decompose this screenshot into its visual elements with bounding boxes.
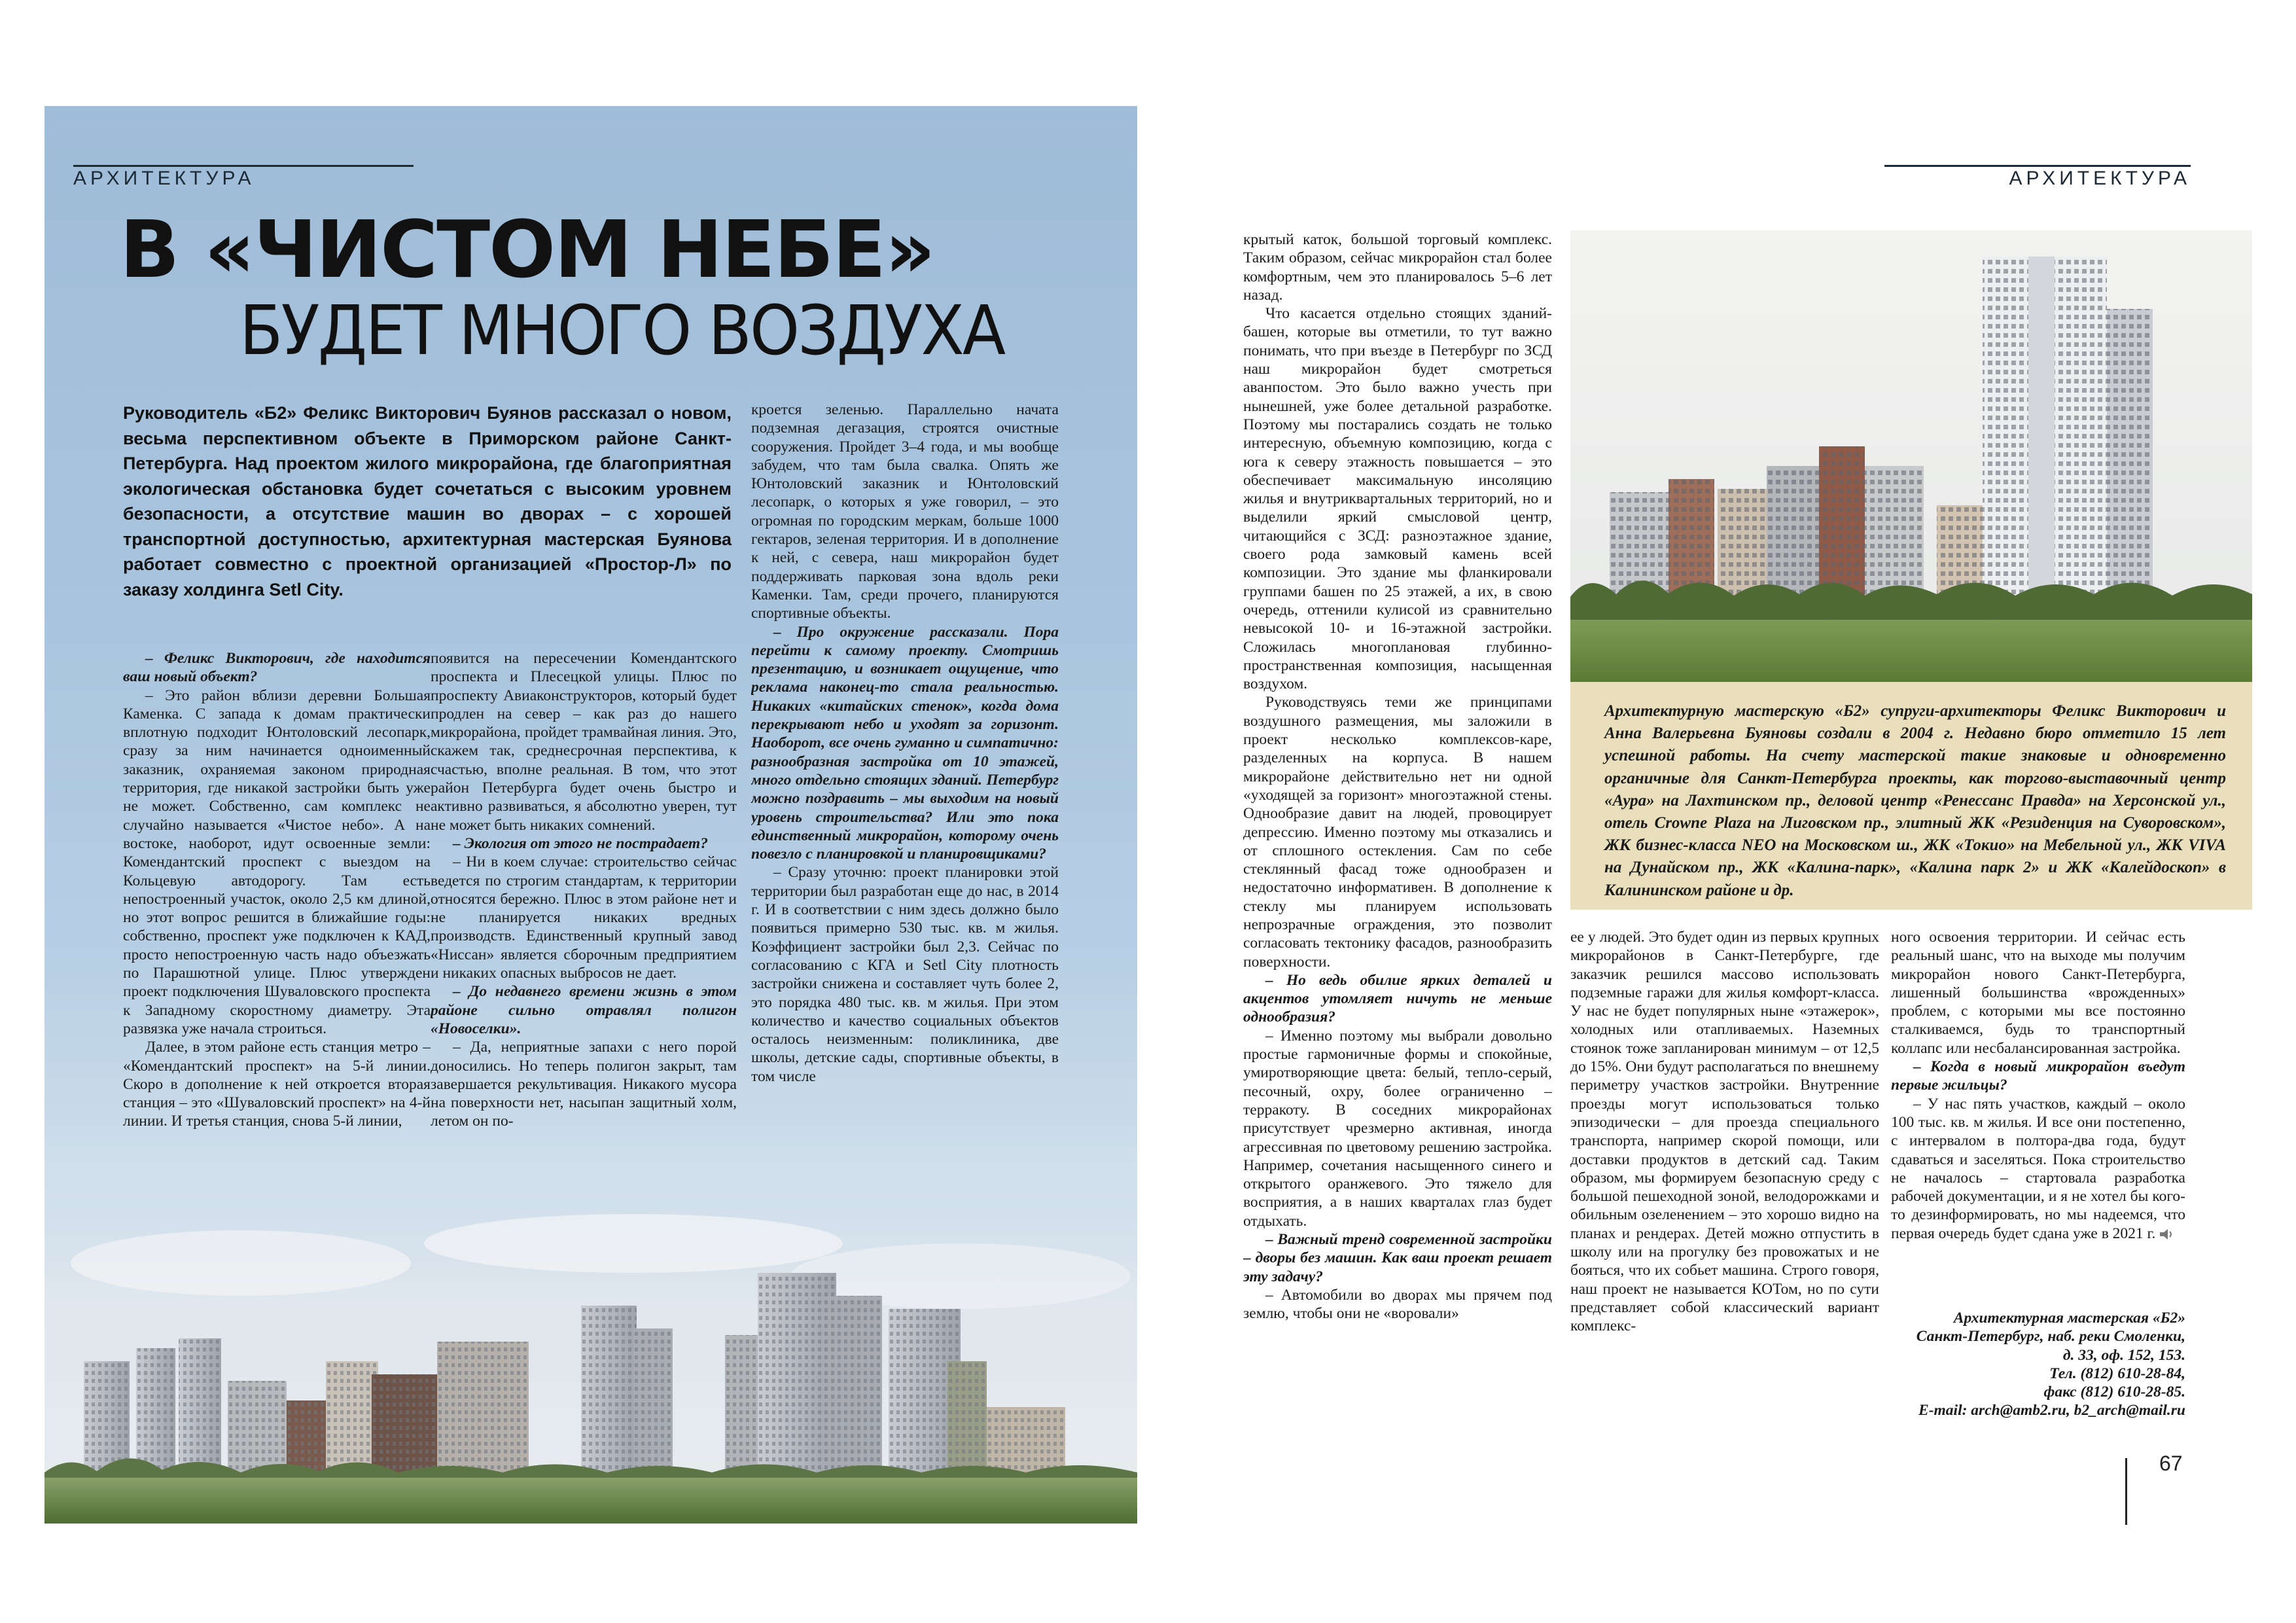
interview-question: – Про окружение рассказали. Пора перейти к самому проекту. Смотришь презентацию, и возникает ощущение, что реклама наконец-то стала реальностью. Никаких «китайских стенок», когда дома перекрывают небо и уходят за горизонт. Наоборот, все очень гуманно и симпатично: разнообразная застройка от 10 этажей, много отдельно стоящих зданий. Петербург можно поздравить – мы выходим на новый уровень строительства? Или это пока единственный микрорайон, которому очень повезло с планировкой и планировщиками?: [751, 623, 1059, 863]
article-end-icon: [2159, 1228, 2174, 1240]
contact-line: Архитектурная мастерская «Б2»: [1953, 1310, 2185, 1327]
interview-question: – Но ведь обилие ярких деталей и акцентов утомляет ничуть не меньше однообразия?: [1243, 971, 1552, 1026]
contact-line: факс (812) 610-28-85.: [2043, 1383, 2185, 1401]
interview-paragraph: Далее, в этом районе есть станция метро – «Комендантский проспект» на 5-й линии. Скоро в дополнение к ней откроется вторая станция – это «Шуваловский проспект» на 4-й линии. И третья станция, снова 5-й линии,: [123, 1039, 431, 1130]
page-number-rule: [2125, 1458, 2127, 1525]
interview-paragraph: ее у людей. Это будет один из первых крупных микрорайонов в Санкт-Петербурге, где заказчик решился массово использовать подземные гаражи для жилья комфорт-класса. У нас не будет популярных ныне «этажерок», холодных или отапливаемых. Наземных стоянок тоже запланирован минимум – от 12,5 до 15%. Они будут располагаться по внешнему периметру участков застройки. Внутренние проезды могут использоваться только эпизодически – для проезда специального транспорта, например скорой помощи, или доставки продуктов в детский сад. Таким образом, мы формируем безопасную среду с большой пешеходной зоной, велодорожками и обильным озеленением – это хорошо видно на планах и рендерах. Детей можно отпустить в школу или на прогулку без провожатых и не бояться, что их собьет машина. Строго говоря, наш проект не называется КОТом, но по сути представляет собой классический вариант комплекс-: [1570, 929, 1879, 1335]
rubric-rule-left: [73, 165, 414, 167]
section-rubric-left: АРХИТЕКТУРА: [73, 168, 255, 189]
interview-question: – Феликс Викторович, где находится ваш новый объект?: [123, 650, 431, 686]
interview-paragraph: – Автомобили во дворах мы прячем под землю, чтобы они не «воровали»: [1243, 1286, 1552, 1323]
bureau-contacts: [1891, 1309, 2185, 1420]
interview-paragraph: ного освоения территории. И сейчас есть реальный шанс, что на выходе мы получим микрорайон нового Санкт-Петербурга, лишенный большинства «врожденных» проблем, с которыми мы все постоянно сталкиваемся, будь то транспортный коллапс или несбалансированная застройка.: [1891, 929, 2185, 1057]
contact-line: E-mail: arch@amb2.ru, b2_arch@mail.ru: [1918, 1402, 2185, 1419]
microdistrict-rendering-photo: [44, 1165, 1137, 1524]
article-lead: Руководитель «Б2» Феликс Викторович Буянов рассказал о новом, весьма перспективном объекте в Приморском районе Санкт-Петербурга. Над проектом жилого микрорайона, где благоприятная экологическая обстановка будет сочетаться с высоким уровнем безопасности, а отсутствие машин во дворах – с хорошей транспортной доступностью, архитектурная мастерская Буянова работает совместно с проектной организацией «Простор-Л» по заказу холдинга Setl City.: [123, 403, 732, 599]
interview-question: – До недавнего времени жизнь в этом районе сильно отравлял полигон «Новоселки».: [431, 983, 737, 1037]
interview-paragraph: – Именно поэтому мы выбрали довольно простые гармоничные формы и спокойные, умиротворяющие цвета: белый, тепло-серый, песочный, охру, более ограниченно – терракоту. В соседних микрорайонах присутствует чрезмерно активная, иногда агрессивная по цветовому решению застройка. Например, сочетания насыщенного синего и открытого оранжевого. Это тяжело для восприятия, а в наших кварталах глаз будет отдыхать.: [1243, 1027, 1552, 1230]
contact-line: Тел. (812) 610-28-84,: [2049, 1364, 2185, 1382]
interview-paragraph: Что касается отдельно стоящих зданий-башен, которые вы отметили, то тут важно понимать, что при въезде в Петербург по ЗСД наш микрорайон будет смотреться аванпостом. Это было важно учесть при нынешней, уже более детальной разработке. Поэтому мы постарались создать не только интересную, объемную композицию, когда с юга к северу этажность повышается – это обеспечивает максимальную инсоляцию жилья и внутриквартальных территорий, но и выделили яркий смысловой центр, читающийся с ЗСД: разноэтажное здание, своего рода замковый камень всей композиции. Это здание мы фланкировали группами башен по 25 этажей, а их, в свою очередь, оттенили кулисой из сравнительно невысокой 10- и 16-этажной застройки. Сложилась многоплановая глубинно-пространственная композиция, насыщенная воздухом.: [1243, 305, 1552, 693]
interview-question: – Важный тренд современной застройки – дворы без машин. Как ваш проект решает эту задачу?: [1243, 1231, 1552, 1285]
article-column-1: [123, 649, 431, 1183]
page-number: 67: [2159, 1452, 2183, 1475]
article-title-line-2: БУДЕТ МНОГО ВОЗДУХА: [239, 291, 1004, 370]
article-column-2: [431, 649, 737, 1183]
interview-question: – Когда в новый микрорайон въедут первые жильцы?: [1891, 1058, 2185, 1094]
article-title-line-1: В «ЧИСТОМ НЕБЕ»: [120, 205, 934, 296]
interview-paragraph: появится на пересечении Комендантского проспекта и Плесецкой улицы. Плюс по проспекту Авиаконструкторов, который будет продлен на север – как раз до нашего микрорайона, пройдет трамвайная линия. Это, скажем так, среднесрочная перспектива, к счастью, вполне реальная. В том, что этот район Петербурга будет очень быстро и активно развиваться, я абсолютно уверен, тут не может быть никаких сомнений.: [431, 650, 737, 834]
section-rubric-right: АРХИТЕКТУРА: [2009, 168, 2191, 189]
interview-paragraph: – У нас пять участков, каждый – около 100 тыс. кв. м жилья. И все они постепенно, с интервалом в полтора-два года, будут сдаваться и заселяться. Пока строительство не началось – стартовала разработка рабочей документации, и я не хотел бы кого-то дезинформировать, но мы надеемся, что первая очередь будет сдана уже в 2021 г.: [1891, 1095, 2185, 1242]
interview-paragraph: кроется зеленью. Параллельно начата подземная дегазация, строятся очистные сооружения. Пройдет 3–4 года, и мы вообще забудем, что там была свалка. Опять же Юнтоловский заказник и Юнтоловский лесопарк, о которых я уже говорил, – это огромная по городским меркам, больше 1000 гектаров, зеленая территория. И в дополнение к ней, с севера, наш микрорайон будет поддерживать парковая зона вдоль реки Каменки. Там, среди прочего, планируются спортивные объекты.: [751, 401, 1059, 622]
contact-line: д. 33, оф. 152, 153.: [2062, 1346, 2185, 1364]
article-column-6: [1891, 928, 2185, 1294]
article-column-3: [751, 401, 1059, 1183]
article-column-4: [1243, 230, 1552, 1510]
interview-paragraph: крытый каток, большой торговый комплекс. Таким образом, сейчас микрорайон стал более комфортным, чем это планировалось 5–6 лет назад.: [1243, 231, 1552, 304]
contact-line: Санкт-Петербург, наб. реки Смоленки,: [1916, 1328, 2185, 1346]
article-column-5: [1570, 928, 1879, 1510]
interview-question: – Экология от этого не пострадает?: [453, 834, 708, 852]
interview-paragraph: Руководствуясь теми же принципами воздушного размещения, мы заложили в проект несколько комплексов-каре, разделенных на корпуса. В нашем микрорайоне действительно нет ни одной «уходящей за горизонт» многоэтажной стены. Однообразие давит на людей, провоцирует депрессию. Именно поэтому мы отказались и от сплошного остекления. Сам по себе стеклянный фасад тоже однообразен и недостаточно информативен. В дополнение к стеклу мы планируем использовать непрозрачные ограждения, это позволит согласовать тектонику фасадов, разнообразить поверхности.: [1243, 694, 1552, 971]
caption-text: Архитектурную мастерскую «Б2» супруги-архитекторы Феликс Викторович и Анна Валерьевна Буяновы создали в 2004 г. Недавно бюро отметило 15 лет успешной работы. На счету мастерской такие знаковые и одновременно органичные для Санкт-Петербурга проекты, как торгово-выставочный центр «Аура» на Лахтинском пр., деловой центр «Ренессанс Правда» на Херсонской ул., отель Crowne Plaza на Лиговском пр., элитный ЖК «Резиденция на Суворовском», ЖК бизнес-класса NEO на Московском ш., ЖК «Токио» на Мебельной ул., ЖК VIVA на Дунайском пр., ЖК «Калина-парк», «Калина парк 2» и ЖК «Калейдоскоп» в Калининском районе и др.: [1604, 702, 2226, 899]
interview-paragraph: – Да, неприятные запахи с него порой доносились. Но теперь полигон закрыт, там завершается рекультивация. Никакого мусора на поверхности нет, насыпан защитный холм, летом он по-: [431, 1039, 737, 1130]
interview-paragraph: – Ни в коем случае: строительство сейчас ведется по строгим стандартам, к территории относятся бережно. Плюс в этом районе нет и не планируется никаких вредных производств. Единственный крупный завод «Ниссан» является сборочным предприятием и никаких опасных выбросов не дает.: [431, 853, 737, 982]
interview-paragraph: – Это район вблизи деревни Большая Каменка. С запада к домам практически вплотную подходит Юнтоловский лесопарк, сразу за ним начинается одноименный заказник, охраняемая законом природная территория, где никакой застройки быть уже не может. Собственно, сам комплекс не случайно называется «Чистое небо». А на востоке, наоборот, идут освоенные земли: Комендантский проспект с выездом на Кольцевую автодорогу. Там есть непостроенный участок, около 2,5 км длиной, но этот вопрос решится в ближайшие годы: собственно, проспект уже подключен к КАД, просто непостроенную часть надо объезжать по Парашютной улице. Плюс утвержден проект подключения Шуваловского проспекта к Западному скоростному диаметру. Эта развязка уже начала строиться.: [123, 687, 431, 1037]
bureau-info-caption: [1570, 682, 2252, 910]
rubric-rule-right: [1884, 165, 2191, 167]
tower-rendering-photo: [1570, 230, 2252, 682]
interview-paragraph: – Сразу уточню: проект планировки этой территории был разработан еще до нас, в 2014 г. И в соответствии с ним здесь должно было появиться примерно 530 тыс. кв. м жилья. Коэффициент застройки был 2,3. Сейчас по согласованию с КГА и Setl City плотность застройки снижена и составляет чуть более 2, это порядка 480 тыс. кв. м жилья. При этом количество и качество социальных объектов осталось неизменным: поликлиника, две школы, детские сады, спортивные объекты, в том числе: [751, 864, 1059, 1085]
